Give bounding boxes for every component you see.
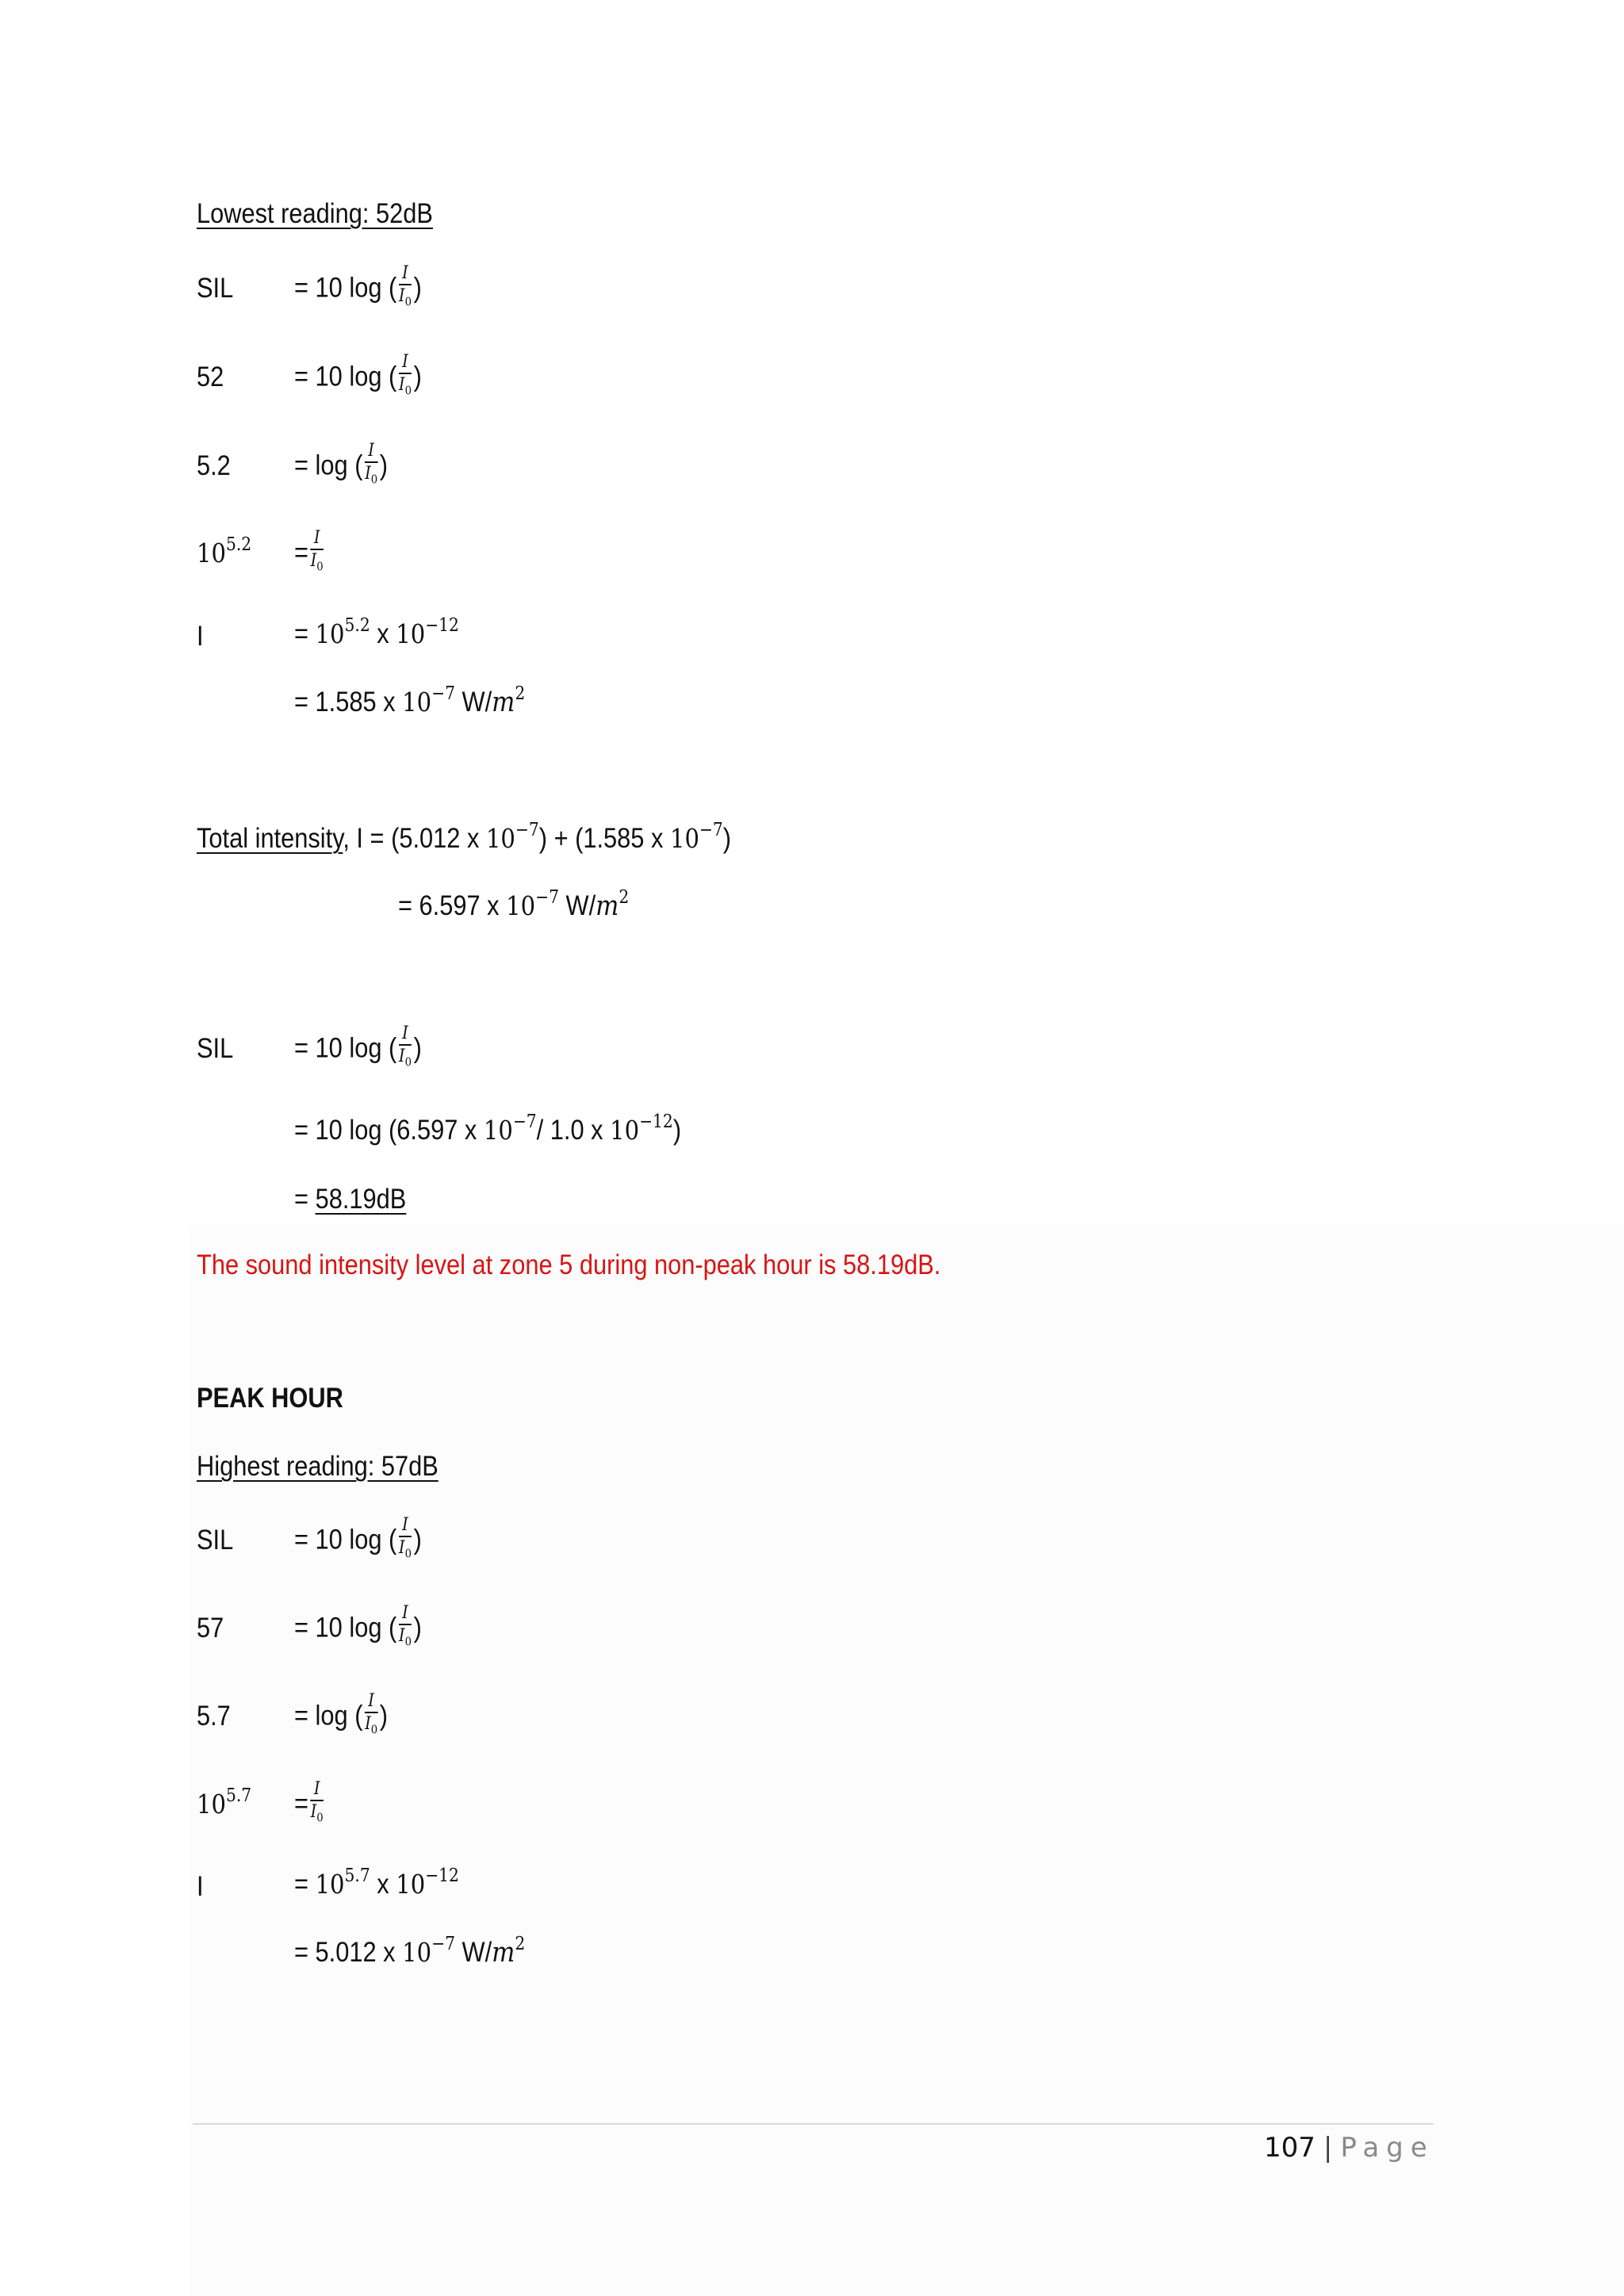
calc1-r5-lhs: I [197,621,204,652]
fraction: $\frac{I}{I_0}$ [398,263,412,309]
calc1-r3-rhs: = log ( $\frac{I}{I_0}$ ) [294,441,389,487]
conclusion-text: The sound intensity level at zone 5 during non-peak hour is 58.19dB. [197,1249,941,1280]
sil-r2-rhs: = 10 log (6.597 x $10^{-7}/$ 1.0 x $10^{-12}$) [294,1112,682,1146]
calc1-r4-lhs: $10^{5.2}$ [197,534,252,568]
calc2-r6-rhs: = 5.012 x $10^{-7}$ $W/m^2$ [294,1934,526,1969]
sil-result: 58.19dB [315,1184,407,1215]
calc1-r2-lhs: 52 [197,362,224,392]
highest-reading-heading: Highest reading: 57dB [197,1451,439,1482]
fraction: $\frac{I}{I_0}$ [398,352,412,398]
calc1-r1-rhs: = 10 log ( $\frac{I}{I_0}$ ) [294,263,422,309]
total-intensity-line: Total intensity, I = (5.012 x $10^{-7}) + (1.585$ x $10^{-7}$) [197,820,732,854]
total-intensity-result: = 6.597 x $10^{-7}$ $W/m^2$ [398,887,630,922]
fraction: $\frac{I}{I_0}$ [310,1779,324,1825]
lowest-reading-heading: Lowest reading: 52dB [197,198,433,229]
calc2-r2-lhs: 57 [197,1613,224,1644]
sil-r1-rhs: = 10 log ( $\frac{I}{I_0}$ ) [294,1024,422,1070]
footer-divider [193,2123,1434,2125]
calc2-r4-lhs: $10^{5.7}$ [197,1785,252,1820]
calc1-r4-rhs: = $\frac{I}{I_0}$ [294,528,324,574]
fraction: $\frac{I}{I_0}$ [398,1515,412,1561]
calc1-r6-rhs: = 1.585 x $10^{-7}$ $W/m^2$ [294,683,526,718]
page-footer [1264,2132,1434,2164]
sil-r3-rhs: = 58.19dB [294,1184,407,1215]
calc1-r5-rhs: = $10^{5.2}$ x $10^{-12}$ [294,615,459,649]
calc1-r3-lhs: 5.2 [197,450,231,481]
calc2-r4-rhs: = $\frac{I}{I_0}$ [294,1779,324,1825]
calc2-r1-rhs: = 10 log ( $\frac{I}{I_0}$ ) [294,1515,422,1561]
calc2-r2-rhs: = 10 log ( $\frac{I}{I_0}$ ) [294,1603,422,1649]
peak-hour-heading: PEAK HOUR [197,1383,343,1414]
footer-separator: | [1323,2132,1333,2164]
fraction: $\frac{I}{I_0}$ [365,1691,378,1737]
fraction: $\frac{I}{I_0}$ [365,441,378,487]
calc2-r5-lhs: I [197,1871,204,1902]
calc2-r3-rhs: = log ( $\frac{I}{I_0}$ ) [294,1691,389,1737]
fraction: $\frac{I}{I_0}$ [310,528,324,574]
fraction: $\frac{I}{I_0}$ [398,1024,412,1070]
page-label: Page [1340,2132,1434,2164]
sil-lhs: SIL [197,1033,234,1064]
calc1-r1-lhs: SIL [197,273,234,304]
page-number: 107 [1264,2132,1316,2164]
calc2-r5-rhs: = $10^{5.7}$ x $10^{-12}$ [294,1866,459,1900]
calc2-r3-lhs: 5.7 [197,1701,231,1732]
calc1-r2-rhs: = 10 log ( $\frac{I}{I_0}$ ) [294,352,422,398]
calc2-r1-lhs: SIL [197,1525,234,1556]
fraction: $\frac{I}{I_0}$ [398,1603,412,1649]
